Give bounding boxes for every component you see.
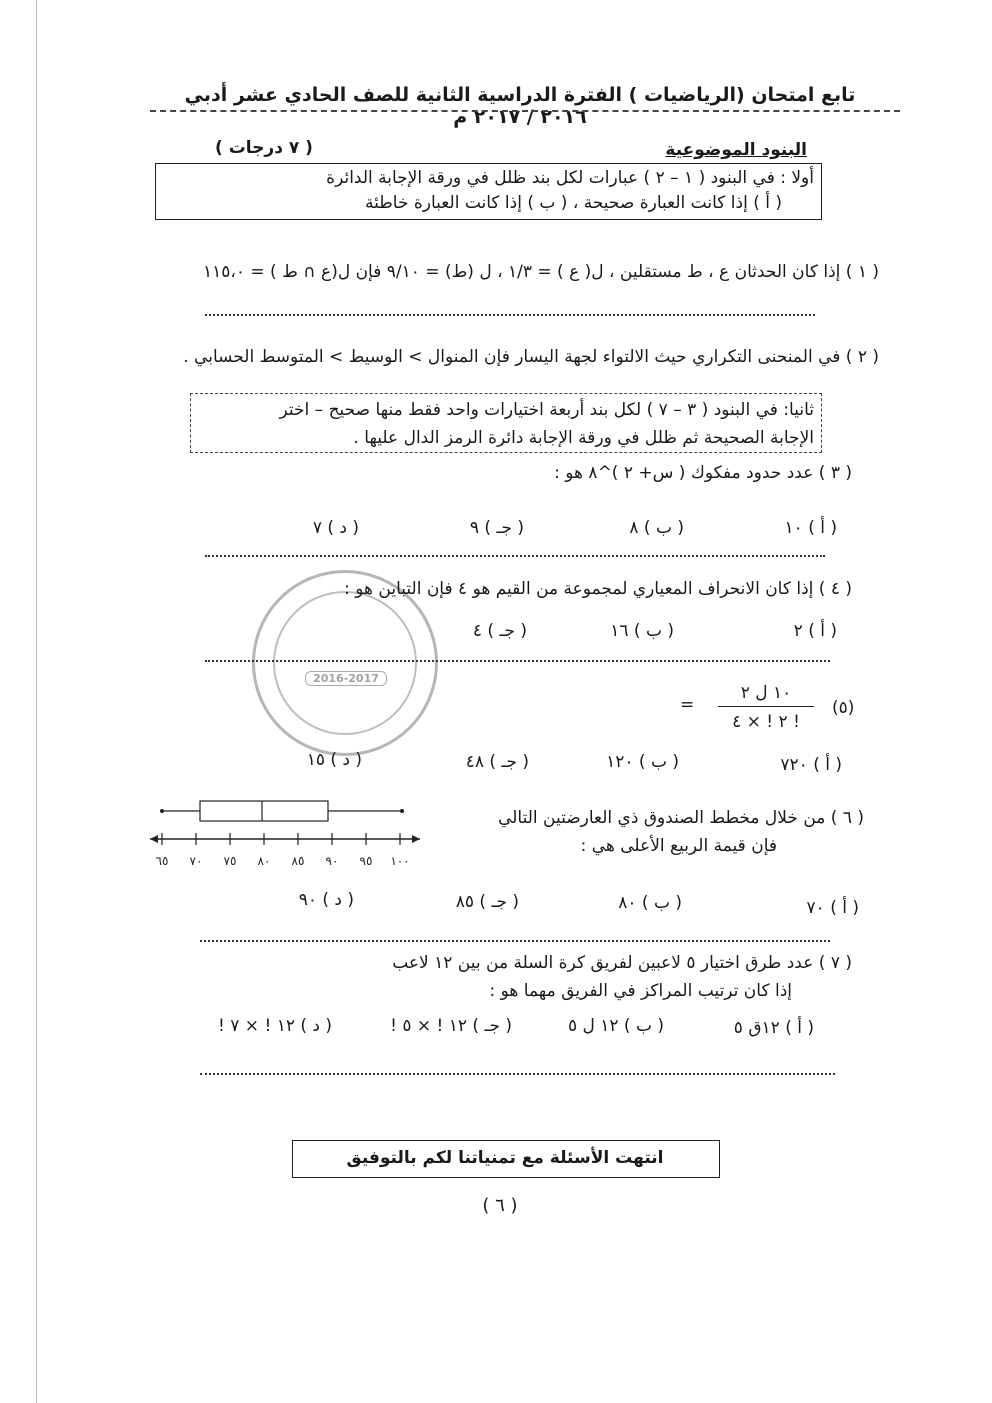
q5-option-c[interactable]: ( جـ ) ٤٨ — [465, 752, 529, 772]
q7-option-c[interactable]: ( جـ ) ١٢ ! × ٥ ! — [390, 1016, 512, 1036]
q5-equals-sign: = — [680, 695, 695, 715]
q5-fraction-bar — [718, 706, 814, 707]
q3-option-b[interactable]: ( ب ) ٨ — [629, 518, 684, 538]
box-plot-min-point — [160, 809, 164, 813]
section-marks: ( ٧ درجات ) — [215, 138, 313, 158]
question-6-line2: فإن قيمة الربيع الأعلى هي : — [580, 836, 777, 856]
axis-tick-label: ٦٥ — [155, 854, 169, 868]
axis-tick-label: ١٠٠ — [390, 854, 410, 868]
q3-option-d[interactable]: ( د ) ٧ — [312, 518, 359, 538]
question-1: ( ١ ) إذا كان الحدثان ع ، ط مستقلين ، ل( ع ) = ١/٣ ، ل (ط) = ٩/١٠ فإن ل(ع ∩ ط ) = ١١٥،٠ — [202, 262, 879, 282]
q7-option-d[interactable]: ( د ) ١٢ ! × ٧ ! — [218, 1016, 332, 1036]
q5-numerator: ١٠ ل ٢ — [740, 683, 792, 703]
q3-dotted-separator — [205, 555, 825, 557]
q3-option-a[interactable]: ( أ ) ١٠ — [784, 518, 837, 538]
question-2: ( ٢ ) في المنحنى التكراري حيث الالتواء لجهة اليسار فإن المنوال > الوسيط > المتوسط الحسابي . — [183, 347, 879, 367]
q7-dotted-separator — [200, 1073, 835, 1075]
question-4: ( ٤ ) إذا كان الانحراف المعياري لمجموعة من القيم هو ٤ فإن التباين هو : — [344, 579, 852, 599]
q5-option-a[interactable]: ( أ ) ٧٢٠ — [780, 755, 842, 775]
box-plot-max-point — [400, 809, 404, 813]
question-7-line2: إذا كان ترتيب المراكز في الفريق مهما هو : — [489, 981, 792, 1001]
q6-option-c[interactable]: ( جـ ) ٨٥ — [455, 892, 519, 912]
box-plot-box — [200, 801, 328, 821]
question-5-label: (٥) — [832, 698, 855, 718]
q5-option-d[interactable]: ( د ) ١٥ — [306, 750, 362, 770]
q6-option-a[interactable]: ( أ ) ٧٠ — [806, 898, 859, 918]
section-title: البنود الموضوعية — [665, 140, 807, 160]
axis-tick-label: ٩٥ — [359, 854, 373, 868]
q4-dotted-separator — [205, 660, 830, 662]
end-of-exam-text: انتهت الأسئلة مع تمنياتنا لكم بالتوفيق — [346, 1148, 664, 1168]
box-plot — [150, 795, 425, 875]
q4-option-a[interactable]: ( أ ) ٢ — [793, 621, 837, 641]
axis-tick-label: ٨٥ — [291, 854, 305, 868]
question-7-line1: ( ٧ ) عدد طرق اختيار ٥ لاعبين لفريق كرة السلة من بين ١٢ لاعب — [392, 953, 852, 973]
exam-header-title: تابع امتحان (الرياضيات ) الفترة الدراسية الثانية للصف الحادي عشر أدبي ٢٠١٦ / ٢٠١٧ م — [184, 84, 856, 128]
q6-dotted-separator — [200, 940, 830, 942]
q7-option-a[interactable]: ( أ ) ١٢ق ٥ — [733, 1018, 814, 1038]
axis-tick-label: ٧٥ — [223, 854, 237, 868]
page-margin-line — [36, 0, 37, 1403]
q5-denominator: ٢ ! × ٤ ! — [732, 712, 800, 732]
stamp-year: 2016-2017 — [305, 671, 387, 686]
question-3: ( ٣ ) عدد حدود مفكوك ( س+ ٢ )^٨ هو : — [554, 463, 852, 483]
q3-option-c[interactable]: ( جـ ) ٩ — [469, 518, 524, 538]
part2-instruction-line2: الإجابة الصحيحة ثم ظلل في ورقة الإجابة دائرة الرمز الدال عليها . — [353, 428, 814, 448]
part1-instruction-line2: ( أ ) إذا كانت العبارة صحيحة ، ( ب ) إذا كانت العبارة خاطئة — [365, 193, 782, 213]
q6-option-b[interactable]: ( ب ) ٨٠ — [618, 893, 682, 913]
q1-dotted-separator — [205, 314, 815, 316]
axis-tick-label: ٩٠ — [325, 854, 339, 868]
axis-tick-label: ٨٠ — [257, 854, 271, 868]
box-plot-axis-arrow-left — [150, 835, 158, 843]
q6-option-d[interactable]: ( د ) ٩٠ — [298, 890, 354, 910]
header-dashed-divider — [150, 110, 900, 112]
q4-option-b[interactable]: ( ب ) ١٦ — [610, 621, 674, 641]
q7-option-b[interactable]: ( ب ) ١٢ ل ٥ — [567, 1016, 664, 1036]
box-plot-axis-arrow-right — [412, 835, 420, 843]
q5-option-b[interactable]: ( ب ) ١٢٠ — [606, 752, 679, 772]
part1-instruction-line1: أولا : في البنود ( ١ – ٢ ) عبارات لكل بند ظلل في ورقة الإجابة الدائرة — [326, 168, 814, 188]
question-6-line1: ( ٦ ) من خلال مخطط الصندوق ذي العارضتين التالي — [498, 808, 864, 828]
part2-instruction-line1: ثانيا: في البنود ( ٣ – ٧ ) لكل بند أربعة اختيارات واحد فقط منها صحيح – اختر — [279, 400, 814, 420]
axis-tick-label: ٧٠ — [189, 854, 203, 868]
q4-option-c[interactable]: ( جـ ) ٤ — [472, 621, 527, 641]
page-number: ( ٦ ) — [482, 1195, 518, 1216]
